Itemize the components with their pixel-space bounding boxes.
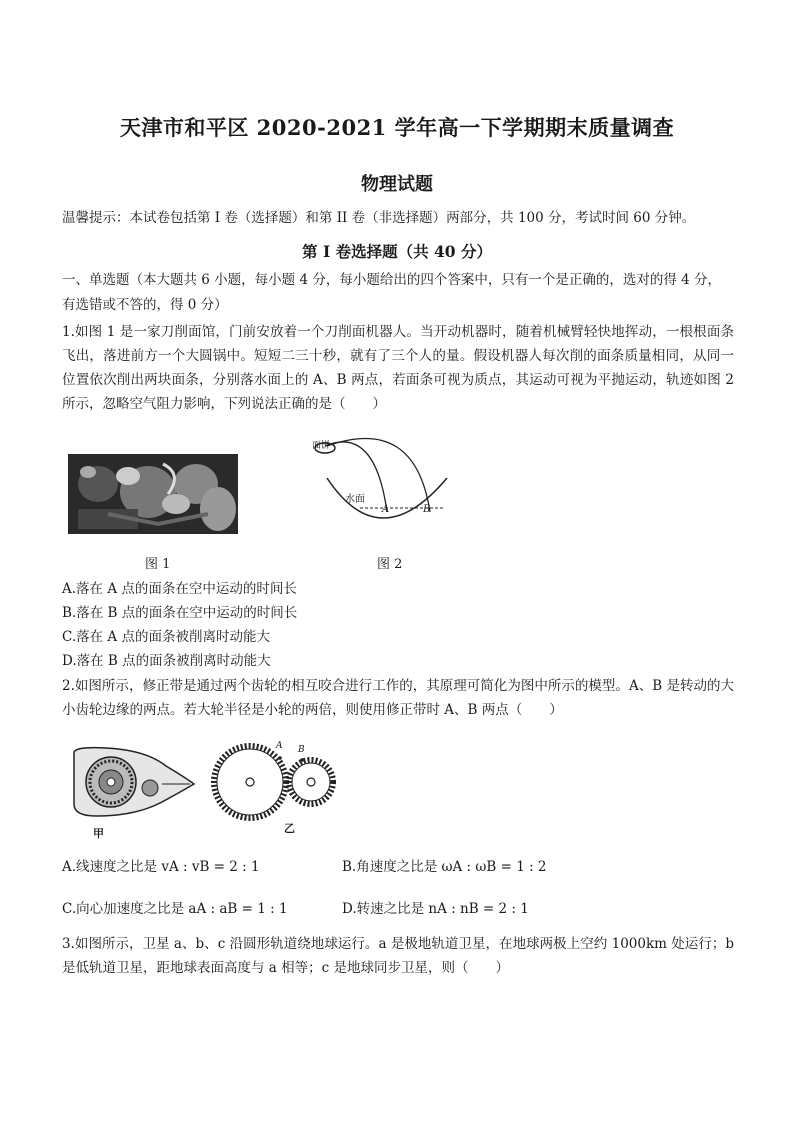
figure-2-caption: 图 2 [377, 557, 403, 572]
page-subtitle: 物理试题 [361, 174, 433, 195]
section-title: 第 I 卷选择题（共 40 分） [302, 242, 492, 261]
question-3-text: 3.如图所示，卫星 a、b、c 沿圆形轨道绕地球运行。a 是极地轨道卫星，在地球两极上空约 1000km 处运行；b 是低轨道卫星，距地球表面高度与 a 相等；c 是地球同步卫星，则（ ） [62, 936, 734, 976]
question-1-option-a: A.落在 A 点的面条在空中运动的时间长 [62, 581, 297, 597]
instructions-line-1: 一、单选题（本大题共 6 小题，每小题 4 分，每小题给出的四个答案中，只有一个是正确的，选对的得 4 分， [62, 272, 722, 288]
question-1-option-c: C.落在 A 点的面条被削离时动能大 [62, 629, 270, 645]
figure-correction-tape [66, 744, 198, 822]
question-2-option-c: C.向心加速度之比是 aA : aB = 1 : 1 [62, 901, 288, 917]
page-title: 天津市和平区 2020-2021 学年高一下学期期末质量调查 [119, 115, 675, 140]
figure-1-photo [68, 454, 238, 534]
figure-gears-model [206, 740, 346, 830]
instructions-line-2: 有选错或不答的，得 0 分） [62, 297, 228, 313]
question-1-option-b: B.落在 B 点的面条在空中运动的时间长 [62, 605, 298, 621]
question-2-option-a: A.线速度之比是 vA : vB = 2 : 1 [62, 859, 260, 875]
figure-2-label-b: B [423, 504, 431, 515]
question-1-option-d: D.落在 B 点的面条被削离时动能大 [62, 653, 271, 669]
figure-label-yi: 乙 [284, 822, 295, 835]
question-2-text: 2.如图所示，修正带是通过两个齿轮的相互咬合进行工作的，其原理可简化为图中所示的模型。A、B 是转动的大小齿轮边缘的两点。若大轮半径是小轮的两倍，则使用修正带时 A、B 两点（ ） [62, 678, 734, 718]
figure-2-label-water: 水面 [345, 494, 365, 505]
question-2-option-b: B.角速度之比是 ωA : ωB = 1 : 2 [342, 859, 547, 875]
figure-1-caption: 图 1 [145, 557, 171, 572]
question-1-text: 1.如图 1 是一家刀削面馆，门前安放着一个刀削面机器人。当开动机器时，随着机械臂轻快地挥动，一根根面条飞出，落进前方一个大圆锅中。短短二三十秒，就有了三个人的量。假设机器人每次削的面条质量相同，从同一位置依次削出两块面条，分别落水面上的 A、B 两点，若面条可视为质点，其运动可视为平抛运动，轨迹如图 2 所示，忽略空气阻力影响，下列说法正确的是（ ） [62, 324, 734, 412]
gear-label-b: B [298, 745, 305, 755]
gear-label-a: A [276, 741, 283, 751]
figure-2-label-a: A [382, 504, 390, 515]
exam-notice: 温馨提示：本试卷包括第 I 卷（选择题）和第 II 卷（非选择题）两部分，共 100 分，考试时间 60 分钟。 [62, 210, 696, 226]
figure-label-jia: 甲 [93, 827, 104, 840]
question-2-option-d: D.转速之比是 nA : nB = 2 : 1 [342, 901, 529, 917]
figure-2-label-top: 面饼 [312, 441, 331, 451]
